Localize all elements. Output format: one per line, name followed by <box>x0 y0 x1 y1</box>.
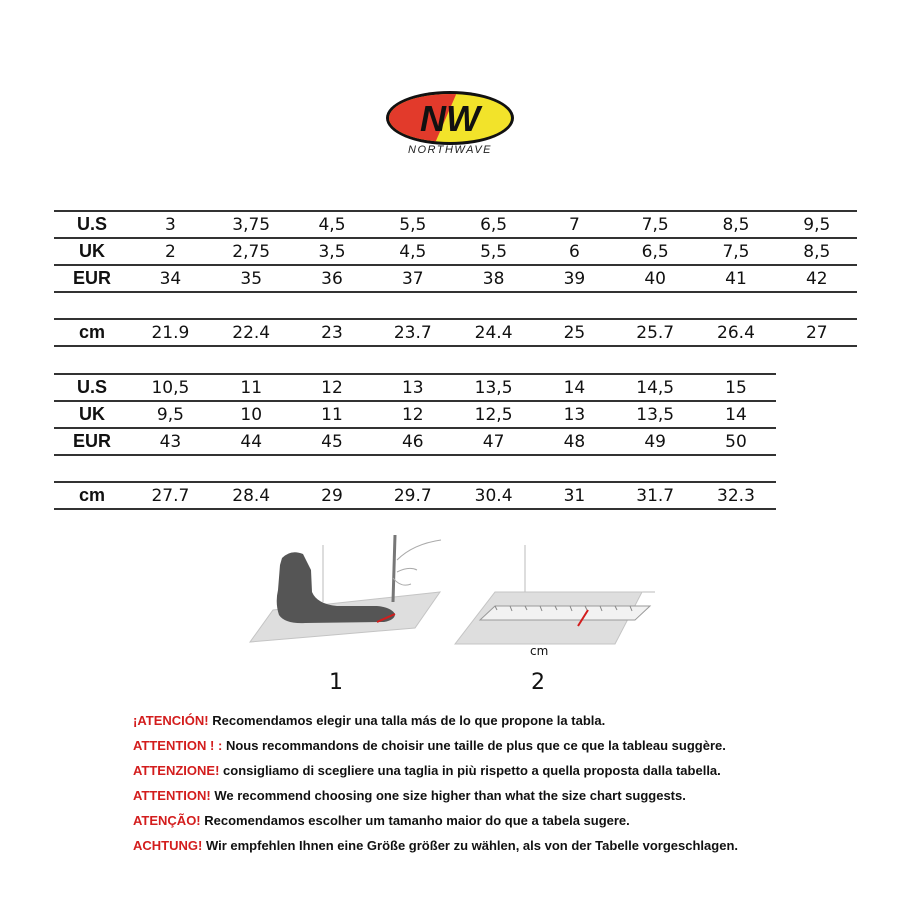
eur-size: 48 <box>534 428 615 455</box>
uk-size: 7,5 <box>696 238 777 265</box>
hand-outline-icon <box>393 540 441 585</box>
note-warning: ATTENZIONE! <box>133 763 220 778</box>
eur-size: 35 <box>211 265 292 292</box>
eur-size: 50 <box>696 428 777 455</box>
size-table-1 <box>54 210 857 347</box>
uk-size: 2,75 <box>211 238 292 265</box>
cm-length: 30.4 <box>453 482 534 509</box>
northwave-logo-emblem <box>380 90 520 150</box>
table-spacer <box>54 292 857 319</box>
eur-size: 36 <box>292 265 373 292</box>
us-label: U.S <box>54 374 130 401</box>
ruler-icon <box>480 606 650 620</box>
uk-size: 9,5 <box>130 401 211 428</box>
note-text: Wir empfehlen Ihnen eine Größe größer zu wählen, als von der Tabelle vorgeschlagen. <box>205 838 738 853</box>
note-warning: ATTENTION ! : <box>133 738 223 753</box>
logo-initials: NW <box>420 98 480 139</box>
us-size: 13,5 <box>453 374 534 401</box>
us-row <box>54 374 776 401</box>
eur-size: 47 <box>453 428 534 455</box>
us-label: U.S <box>54 211 130 238</box>
uk-size: 6,5 <box>615 238 696 265</box>
cm-length: 23 <box>292 319 373 346</box>
cm-length: 29 <box>292 482 373 509</box>
cm-length: 32.3 <box>696 482 777 509</box>
eur-size: 37 <box>372 265 453 292</box>
uk-size: 12,5 <box>453 401 534 428</box>
note-italian <box>133 762 738 787</box>
cm-length: 28.4 <box>211 482 292 509</box>
eur-size: 38 <box>453 265 534 292</box>
us-size: 8,5 <box>696 211 777 238</box>
eur-size: 42 <box>776 265 857 292</box>
note-warning: ¡ATENCIÓN! <box>133 713 209 728</box>
foot-icon <box>277 552 395 623</box>
note-portuguese <box>133 812 738 837</box>
brand-name: NORTHWAVE <box>408 144 492 156</box>
eur-size: 40 <box>615 265 696 292</box>
note-english <box>133 787 738 812</box>
cm-length: 27.7 <box>130 482 211 509</box>
eur-size: 39 <box>534 265 615 292</box>
uk-size: 10 <box>211 401 292 428</box>
cm-length: 21.9 <box>130 319 211 346</box>
eur-size: 34 <box>130 265 211 292</box>
us-size: 4,5 <box>292 211 373 238</box>
eur-row <box>54 428 776 455</box>
note-text: Nous recommandons de choisir une taille de plus que ce que la tableau suggère. <box>225 738 726 753</box>
ruler-measure-illustration <box>450 540 660 655</box>
uk-row <box>54 401 776 428</box>
cm-length: 25 <box>534 319 615 346</box>
step-number-1: 1 <box>329 670 343 695</box>
uk-size: 4,5 <box>372 238 453 265</box>
table-spacer <box>54 455 776 482</box>
eur-size: 45 <box>292 428 373 455</box>
eur-size: 46 <box>372 428 453 455</box>
us-size: 7 <box>534 211 615 238</box>
uk-size: 11 <box>292 401 373 428</box>
us-size: 12 <box>292 374 373 401</box>
eur-label: EUR <box>54 428 130 455</box>
size-table-2 <box>54 373 776 510</box>
us-size: 10,5 <box>130 374 211 401</box>
note-text: We recommend choosing one size higher than what the size chart suggests. <box>214 788 686 803</box>
note-french <box>133 737 738 762</box>
pen-icon <box>393 535 395 602</box>
cm-length: 29.7 <box>372 482 453 509</box>
us-size: 13 <box>372 374 453 401</box>
us-size: 15 <box>696 374 777 401</box>
cm-label: cm <box>54 482 130 509</box>
eur-size: 49 <box>615 428 696 455</box>
uk-size: 5,5 <box>453 238 534 265</box>
uk-label: UK <box>54 238 130 265</box>
note-text: Recomendamos escolher um tamanho maior do que a tabela sugere. <box>204 813 630 828</box>
eur-size: 41 <box>696 265 777 292</box>
us-size: 7,5 <box>615 211 696 238</box>
us-size: 3,75 <box>211 211 292 238</box>
uk-size: 13 <box>534 401 615 428</box>
uk-size: 3,5 <box>292 238 373 265</box>
uk-label: UK <box>54 401 130 428</box>
note-spanish <box>133 712 738 737</box>
cm-length: 23.7 <box>372 319 453 346</box>
cm-row <box>54 319 857 346</box>
cm-length: 24.4 <box>453 319 534 346</box>
us-size: 14,5 <box>615 374 696 401</box>
uk-size: 6 <box>534 238 615 265</box>
note-warning: ATTENTION! <box>133 788 211 803</box>
us-size: 9,5 <box>776 211 857 238</box>
size-advice-notes <box>133 712 738 862</box>
cm-length: 25.7 <box>615 319 696 346</box>
eur-label: EUR <box>54 265 130 292</box>
uk-size: 13,5 <box>615 401 696 428</box>
uk-row <box>54 238 857 265</box>
cm-label: cm <box>54 319 130 346</box>
uk-size: 14 <box>696 401 777 428</box>
us-size: 3 <box>130 211 211 238</box>
uk-size: 8,5 <box>776 238 857 265</box>
cm-length: 31.7 <box>615 482 696 509</box>
cm-length: 27 <box>776 319 857 346</box>
ruler-unit-label: cm <box>530 644 549 658</box>
uk-size: 12 <box>372 401 453 428</box>
us-row <box>54 211 857 238</box>
us-size: 11 <box>211 374 292 401</box>
note-warning: ATENÇÃO! <box>133 813 201 828</box>
note-text: Recomendamos elegir una talla más de lo que propone la tabla. <box>212 713 606 728</box>
eur-row <box>54 265 857 292</box>
us-size: 5,5 <box>372 211 453 238</box>
us-size: 6,5 <box>453 211 534 238</box>
uk-size: 2 <box>130 238 211 265</box>
note-text: consigliamo di scegliere una taglia in più rispetto a quella proposta dalla tabella. <box>223 763 721 778</box>
eur-size: 44 <box>211 428 292 455</box>
foot-measure-illustration <box>245 530 450 655</box>
cm-length: 31 <box>534 482 615 509</box>
note-german <box>133 837 738 862</box>
cm-row <box>54 482 776 509</box>
eur-size: 43 <box>130 428 211 455</box>
step-number-2: 2 <box>531 670 545 695</box>
note-warning: ACHTUNG! <box>133 838 203 853</box>
cm-length: 22.4 <box>211 319 292 346</box>
cm-length: 26.4 <box>696 319 777 346</box>
us-size: 14 <box>534 374 615 401</box>
